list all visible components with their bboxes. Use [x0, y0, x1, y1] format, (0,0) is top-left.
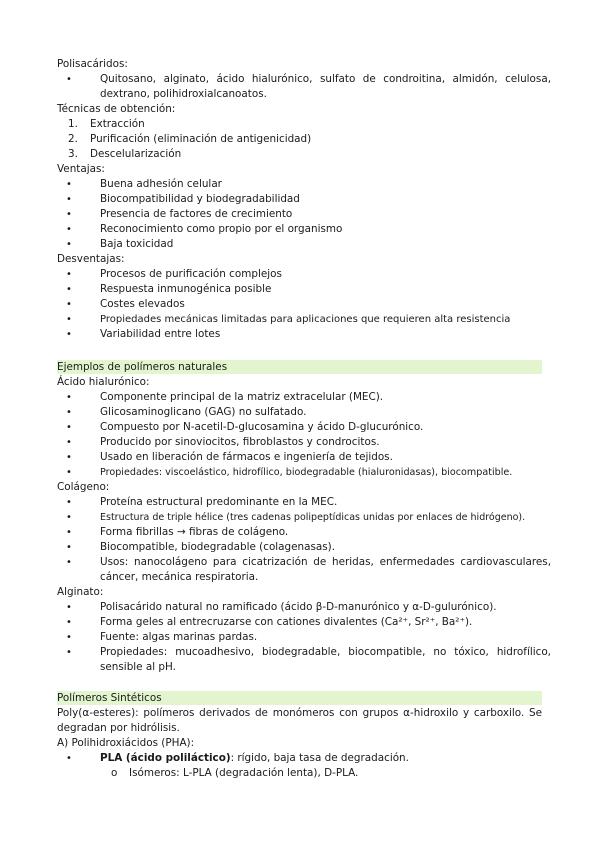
list-item: [66, 645, 551, 675]
tecnicas-title: Técnicas de obtención:: [57, 103, 176, 115]
bullet-marker: •: [66, 422, 72, 433]
bullet-marker: •: [66, 557, 72, 568]
bullet-marker: •: [66, 527, 72, 538]
bullet-marker: •: [66, 467, 72, 478]
bullet-marker: •: [66, 437, 72, 448]
pha-title: A) Polihidroxiácidos (PHA):: [57, 737, 195, 749]
bullet-marker: •: [66, 512, 72, 523]
list-item-text: Compuesto por N-acetil-D-glucosamina y ácido D-glucurónico.: [100, 421, 424, 433]
list-item-text: Forma geles al entrecruzarse con cationes divalentes (Ca²⁺, Sr²⁺, Ba²⁺).: [100, 616, 473, 628]
desventajas-title: Desventajas:: [57, 253, 125, 265]
bullet-marker: •: [66, 542, 72, 553]
list-item-text: Costes elevados: [100, 298, 185, 310]
bullet-marker: •: [66, 314, 72, 325]
list-item-text: Estructura de triple hélice (tres cadenas polipeptídicas unidas por enlaces de hidrógeno).: [100, 512, 526, 523]
list-item-text: Isómeros: L-PLA (degradación lenta), D-PLA.: [129, 767, 359, 779]
bullet-marker: •: [66, 602, 72, 613]
sinteticos-intro: Poly(α-esteres): polímeros derivados de monómeros con grupos α-hidroxilo y carboxilo. Se degradan por hidrólisis.: [57, 707, 542, 734]
bullet-marker: •: [66, 617, 72, 628]
hialuronico-title: Ácido hialurónico:: [57, 376, 150, 388]
list-item-text: Quitosano, alginato, ácido hialurónico, sulfato de condroitina, almidón, celulosa, dextrano, polihidroxialcanoatos.: [100, 73, 551, 100]
polisacaridos-title: Polisacáridos:: [57, 58, 128, 70]
list-item-text: Buena adhesión celular: [100, 178, 222, 190]
list-item-text: Variabilidad entre lotes: [100, 328, 221, 340]
list-item-text: Propiedades: viscoelástico, hidrofílico, biodegradable (hialuronidasas), biocompatible.: [100, 467, 513, 478]
list-item: [66, 555, 551, 585]
bullet-marker: •: [66, 194, 72, 205]
list-item-text: Propiedades: mucoadhesivo, biodegradable, biocompatible, no tóxico, hidrofílico, sensible al pH.: [100, 646, 551, 673]
bullet-marker: •: [66, 299, 72, 310]
bullet-marker: •: [66, 209, 72, 220]
section-heading-naturales: Ejemplos de polímeros naturales: [57, 360, 542, 374]
bullet-marker: •: [66, 647, 72, 658]
bullet-marker: •: [66, 74, 72, 85]
number-marker: 3.: [68, 148, 78, 160]
section-heading-sinteticos: Polímeros Sintéticos: [57, 691, 542, 705]
bullet-marker: •: [66, 329, 72, 340]
list-item-text: Reconocimiento como propio por el organismo: [100, 223, 343, 235]
bullet-marker: •: [66, 224, 72, 235]
number-marker: 1.: [68, 118, 78, 130]
list-item-text: Proteína estructural predominante en la MEC.: [100, 496, 338, 508]
number-marker: 2.: [68, 133, 78, 145]
bullet-marker: •: [66, 753, 72, 764]
list-item-text: Extracción: [90, 118, 145, 130]
bullet-marker: •: [66, 392, 72, 403]
list-item-text: Descelularización: [90, 148, 182, 160]
list-item-text: Biocompatible, biodegradable (colagenasas).: [100, 541, 336, 553]
pla-description: : rígido, baja tasa de degradación.: [230, 752, 409, 764]
list-item-text: [100, 751, 409, 766]
list-item-text: Baja toxicidad: [100, 238, 174, 250]
bullet-marker: •: [66, 452, 72, 463]
pla-term: PLA (ácido poliláctico): [100, 752, 231, 764]
list-item-text: Procesos de purificación complejos: [100, 268, 282, 280]
bullet-marker: •: [66, 284, 72, 295]
list-item-text: Propiedades mecánicas limitadas para aplicaciones que requieren alta resistencia: [100, 314, 511, 325]
list-item-text: Polisacárido natural no ramificado (ácido β-D-manurónico y α-D-gulurónico).: [100, 601, 497, 613]
colageno-title: Colágeno:: [57, 481, 110, 493]
list-item-text: Biocompatibilidad y biodegradabilidad: [100, 193, 300, 205]
ventajas-title: Ventajas:: [57, 163, 105, 175]
list-item-text: Componente principal de la matriz extracelular (MEC).: [100, 391, 384, 403]
list-item: [66, 72, 551, 102]
list-item-text: Forma fibrillas → fibras de colágeno.: [100, 526, 289, 538]
sub-bullet-marker: o: [111, 767, 118, 779]
list-item-text: Usos: nanocolágeno para cicatrización de heridas, enfermedades cardiovasculares, cáncer, mecánica respiratoria.: [100, 556, 551, 583]
list-item-text: Purificación (eliminación de antigenicidad): [90, 133, 312, 145]
list-item-text: Usado en liberación de fármacos e ingeniería de tejidos.: [100, 451, 393, 463]
bullet-marker: •: [66, 407, 72, 418]
list-item-text: Producido por sinoviocitos, fibroblastos y condrocitos.: [100, 436, 380, 448]
list-item-text: Glicosaminoglicano (GAG) no sulfatado.: [100, 406, 307, 418]
list-item-text: Fuente: algas marinas pardas.: [100, 631, 258, 643]
alginato-title: Alginato:: [57, 586, 104, 598]
list-item-text: Respuesta inmunogénica posible: [100, 283, 272, 295]
bullet-marker: •: [66, 497, 72, 508]
list-item-text: Presencia de factores de crecimiento: [100, 208, 293, 220]
bullet-marker: •: [66, 269, 72, 280]
bullet-marker: •: [66, 632, 72, 643]
bullet-marker: •: [66, 239, 72, 250]
bullet-marker: •: [66, 179, 72, 190]
